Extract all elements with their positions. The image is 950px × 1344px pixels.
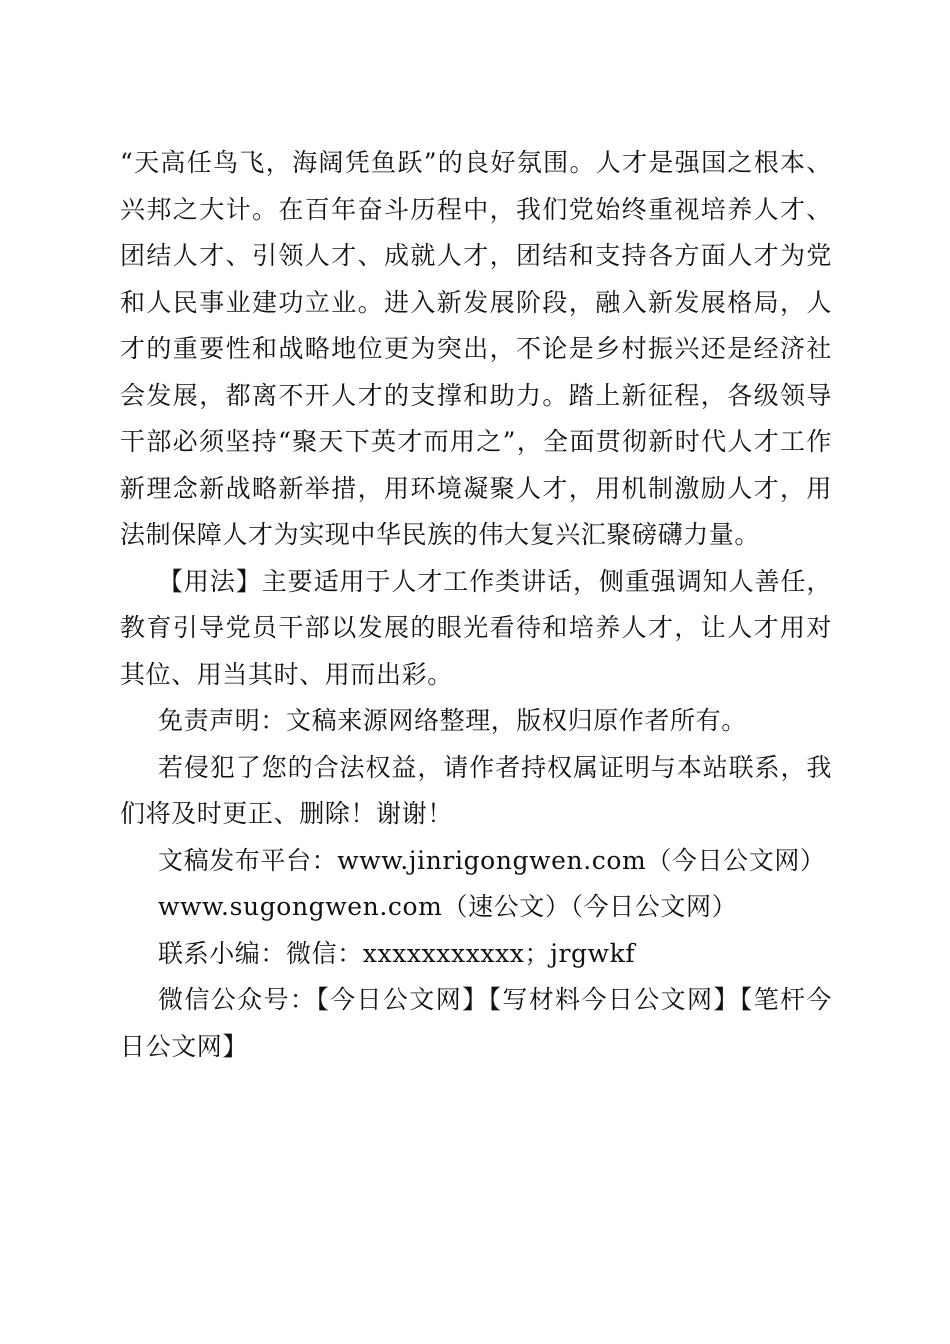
publish-platform-line: 文稿发布平台：www.jinrigongwen.com（今日公文网） bbox=[158, 845, 826, 875]
contact-editor-line: 联系小编：微信：xxxxxxxxxxx；jrgwkf bbox=[158, 938, 636, 968]
body-paragraph-talent: “天高任鸟飞，海阔凭鱼跃”的良好氛围。人才是强国之根本、兴邦之大计。在百年奋斗历程中，我们党始终重视培养人才、团结人才、引领人才、成就人才，团结和支持各方面人才为党和人民事业建功立业。进入新发展阶段，融入新发展格局，人才的重要性和战略地位更为突出，不论是乡村振兴还是经济社会发展，都离不开人才的支撑和助力。踏上新征程，各级领导干部必须坚持“聚天下英才而用之”，全面贯彻新时代人才工作新理念新战略新举措，用环境凝聚人才，用机制激励人才，用法制保障人才为实现中华民族的伟大复兴汇聚磅礴力量。 bbox=[120, 148, 832, 549]
infringement-notice: 若侵犯了您的合法权益，请作者持权属证明与本站联系，我们将及时更正、删除！谢谢！ bbox=[120, 752, 832, 828]
wechat-accounts-line: 微信公众号：【今日公文网】【写材料今日公文网】【笔杆今日公文网】 bbox=[120, 985, 832, 1061]
usage-paragraph: 【用法】主要适用于人才工作类讲话，侧重强调知人善任，教育引导党员干部以发展的眼光看待和培养人才，让人才用对其位、用当其时、用而出彩。 bbox=[120, 566, 832, 689]
document-body bbox=[120, 140, 832, 1070]
disclaimer-line: 免责声明：文稿来源网络整理，版权归原作者所有。 bbox=[158, 706, 747, 735]
sugongwen-line: www.sugongwen.com（速公文）（今日公文网） bbox=[158, 892, 738, 921]
